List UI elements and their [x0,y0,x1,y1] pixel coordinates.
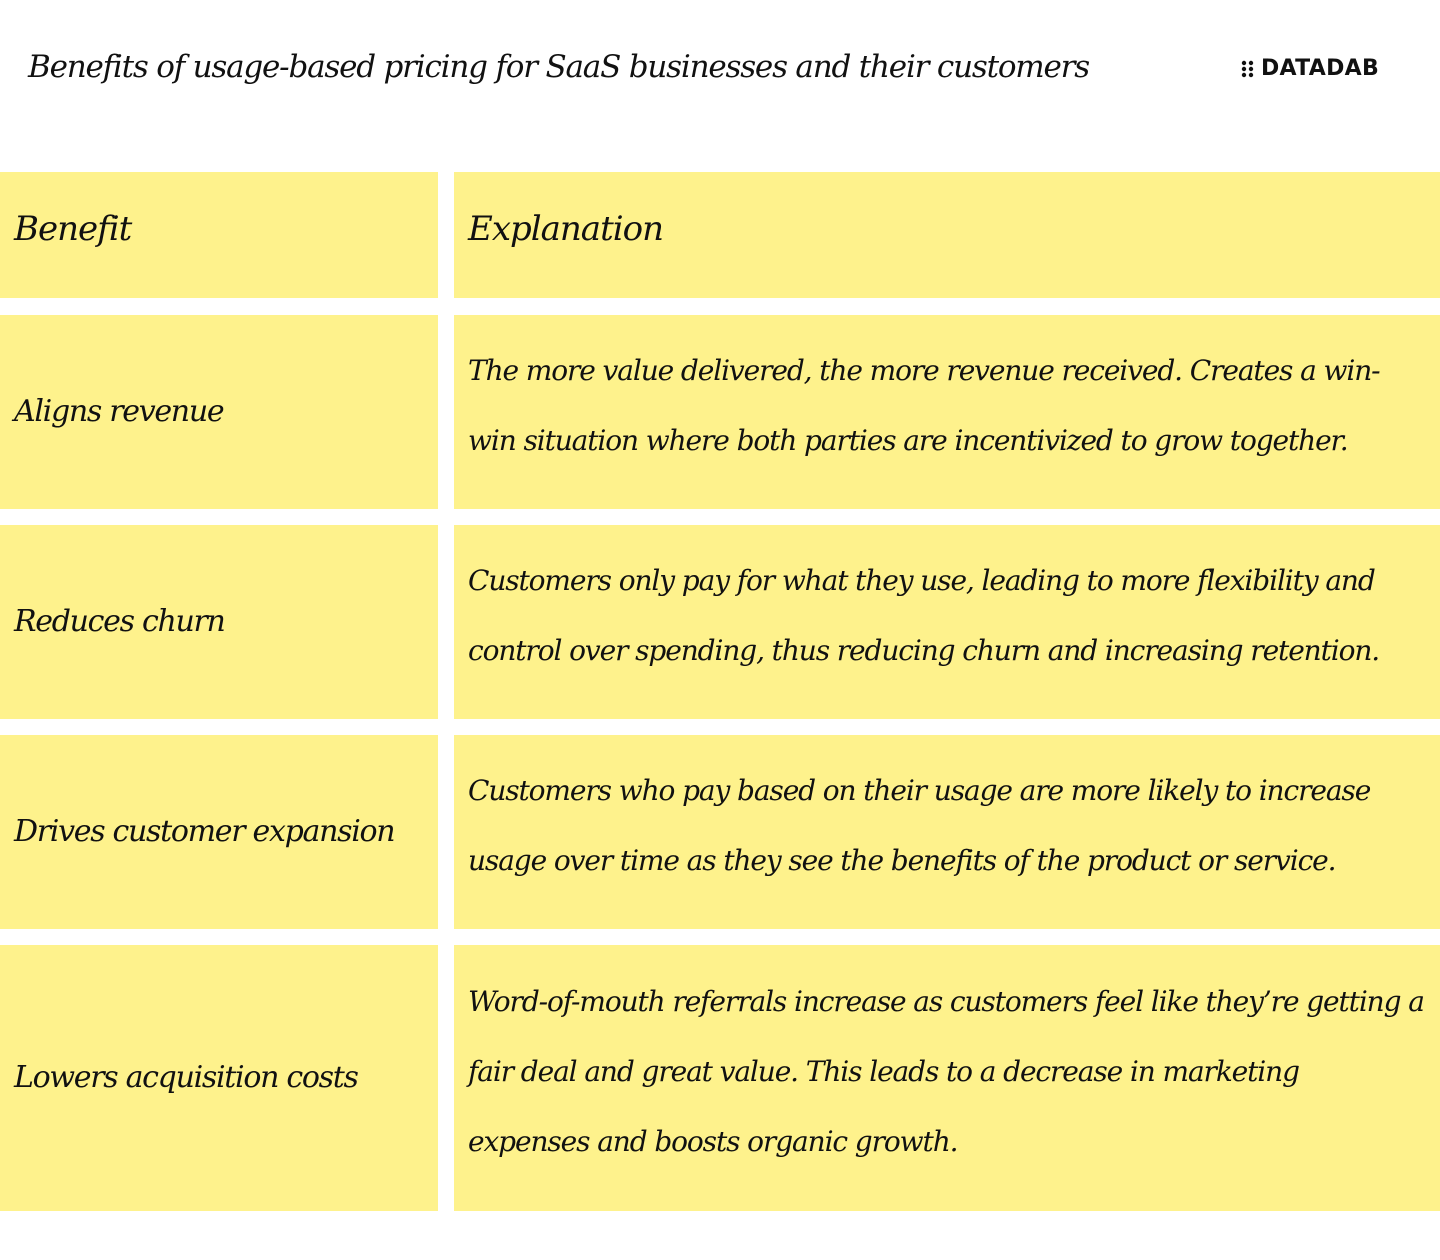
benefit-label: Reduces churn [14,604,225,639]
benefit-cell [0,315,438,509]
table-row [0,735,1440,929]
header-cell-benefit [0,172,438,298]
explanation-cell [454,945,1440,1211]
table-row [0,315,1440,509]
header-cell-explanation [454,172,1440,298]
explanation-cell [454,525,1440,719]
explanation-text: Customers only pay for what they use, leading to more flexibility and control over spending, thus reducing churn and increasing retention. [468,564,1380,667]
benefit-label: Lowers acquisition costs [14,1060,358,1095]
explanation-text: The more value delivered, the more revenue received. Creates a win-win situation where both parties are incentivized to grow together. [468,354,1380,457]
dot-grid-icon [1241,58,1257,80]
explanation-text: Customers who pay based on their usage are more likely to increase usage over time as they see the benefits of the product or service. [468,774,1371,877]
benefit-cell [0,525,438,719]
explanation-cell [454,315,1440,509]
table-row [0,945,1440,1211]
column-header-benefit: Benefit [14,209,132,249]
page-title: Benefits of usage-based pricing for SaaS businesses and their customers [28,49,1089,85]
benefit-label: Drives customer expansion [14,814,395,849]
benefit-cell [0,945,438,1211]
brand-logo [1241,58,1379,80]
explanation-text: Word-of-mouth referrals increase as customers feel like they’re getting a fair deal and great value. This leads to a decrease in marketing expenses and boosts organic growth. [468,985,1424,1158]
column-header-explanation: Explanation [468,209,663,249]
brand-name: DATADAB [1261,56,1380,81]
table-header-row [0,172,1440,298]
benefit-cell [0,735,438,929]
table-row [0,525,1440,719]
benefit-label: Aligns revenue [14,394,224,429]
explanation-cell [454,735,1440,929]
